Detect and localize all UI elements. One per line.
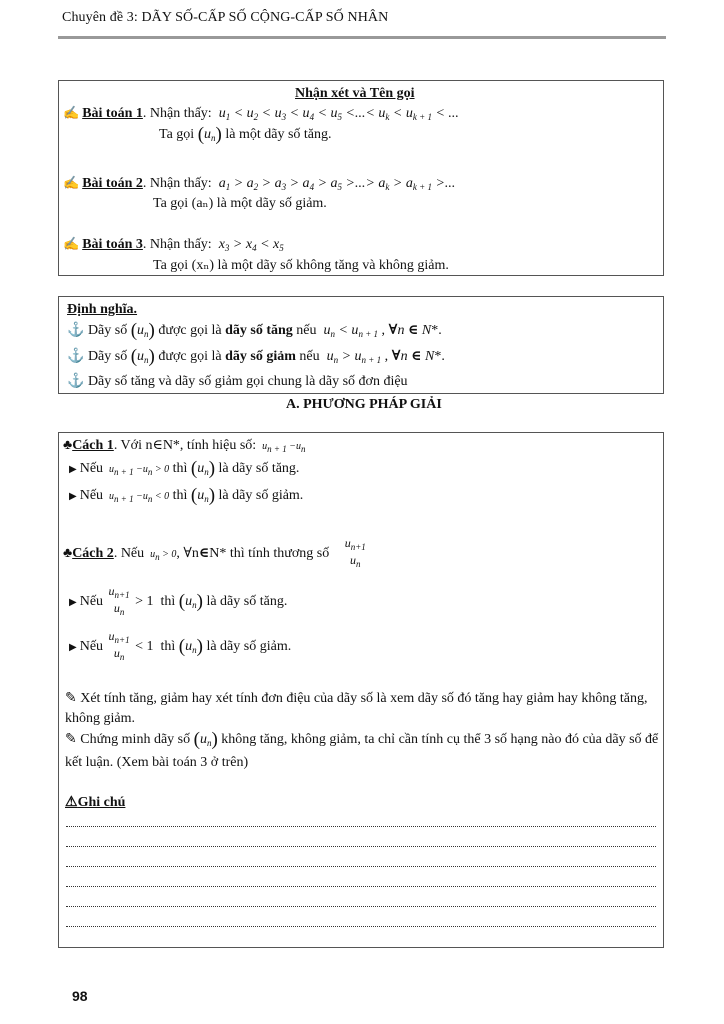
problem-2-conclusion: Ta gọi (aₙ) là một dãy số giảm. (153, 196, 327, 211)
note-line[interactable] (66, 865, 656, 867)
formula-decreasing: $a_1 > a_2 > a_3 > a_4 > a_5$ >...> $a_k > a_{k + 1}$ >... (215, 176, 456, 192)
method-1: ♣Cách 1. Với n∈N*, tính hiệu số: un + 1 −un (63, 438, 306, 454)
writing-hand-icon: ✍ (63, 236, 80, 251)
anchor-icon: ⚓ (67, 323, 85, 338)
problem-1: ✍ Bài toán 1. Nhận thấy: $u_1 < u_2 < u_3 < u_4 < u_5$ <...< $u_k < u_{k + 1}$ < ... (63, 105, 459, 122)
problem-2: ✍ Bài toán 2. Nhận thấy: $a_1 > a_2 > a_3 > a_4 > a_5$ >...> $a_k > a_{k + 1}$ >... (63, 175, 456, 192)
problem-3: ✍ Bài toán 3. Nhận thấy: $x_3 > x_4 < x_5$ (63, 236, 284, 253)
problem-3-conclusion: Ta gọi (xₙ) là một dãy số không tăng và không giảm. (153, 258, 449, 273)
note-line[interactable] (66, 885, 656, 887)
method-2-case-b: ▶ Nếu $u_{n+1}$ $u_n$ < 1 thì $(u_n)$ là dãy số giảm. (69, 629, 292, 662)
problem-1-conclusion: Ta gọi $(u_n)$ là một dãy số tăng. (159, 124, 332, 145)
header-rule (58, 36, 666, 39)
triangle-right-icon: ▶ (69, 597, 77, 609)
page-number: 98 (72, 988, 88, 1004)
section-title: A. PHƯƠNG PHÁP GIẢI (286, 397, 442, 412)
problem-1-label: Bài toán 1 (82, 106, 143, 121)
method-2: ♣Cách 2. Nếu un > 0, ∀n∈N* thì tính thương số $u_{n+1}$ $u_n$ (63, 536, 366, 569)
writing-hand-icon: ✍ (63, 175, 80, 190)
note-line[interactable] (66, 925, 656, 927)
note-line[interactable] (66, 845, 656, 847)
box1-title: Nhận xét và Tên gọi (295, 86, 415, 101)
definition-decreasing: ⚓ Dãy số $(u_n)$ được gọi là dãy số giảm nếu $u_n > u_{n + 1}$ , ∀n ∈ N*. (67, 346, 445, 367)
memo-icon: ✎ (65, 691, 77, 706)
triangle-right-icon: ▶ (69, 642, 77, 654)
triangle-right-icon: ▶ (69, 491, 77, 502)
formula-neither: $x_3 > x_4 < x_5$ (215, 237, 284, 253)
method-1-case-a: ▶ Nếu un + 1 −un > 0 thì $(u_n)$ là dãy số tăng. (69, 458, 300, 479)
formula-increasing: $u_1 < u_2 < u_3 < u_4 < u_5$ <...< $u_k < u_{k + 1}$ < ... (215, 106, 459, 122)
definition-increasing: ⚓ Dãy số $(u_n)$ được gọi là dãy số tăng nếu $u_n < u_{n + 1}$ , ∀n ∈ N*. (67, 320, 442, 341)
problem-3-label: Bài toán 3 (82, 237, 143, 252)
definition-title: Định nghĩa. (67, 302, 138, 317)
page-header: Chuyên đề 3: DÃY SỐ-CẤP SỐ CỘNG-CẤP SỐ NHÂN (62, 10, 389, 25)
notes-heading: ⚠Ghi chú (65, 795, 126, 810)
club-icon: ♣ (63, 546, 73, 562)
triangle-right-icon: ▶ (69, 464, 77, 475)
method-2-case-a: ▶ Nếu $u_{n+1}$ $u_n$ > 1 thì $(u_n)$ là dãy số tăng. (69, 584, 288, 617)
writing-hand-icon: ✍ (63, 105, 80, 120)
box-observations (58, 80, 664, 276)
memo-icon: ✎ (65, 732, 77, 747)
method-1-case-b: ▶ Nếu un + 1 −un < 0 thì $(u_n)$ là dãy số giảm. (69, 485, 304, 506)
box-definition (58, 296, 664, 394)
club-icon: ♣ (63, 438, 73, 453)
anchor-icon: ⚓ (67, 349, 85, 364)
note-line[interactable] (66, 905, 656, 907)
box-method (58, 432, 664, 948)
anchor-icon: ⚓ (67, 374, 85, 389)
note-2: ✎ Chứng minh dãy số $(u_n)$ không tăng, không giảm, ta chỉ cần tính cụ thể 3 số hạng nào đó của dãy số để kết luận. (Xem bài toán 3 ở trên) (65, 729, 659, 770)
triangle-warning-icon: ⚠ (65, 795, 78, 810)
problem-2-label: Bài toán 2 (82, 176, 143, 191)
note-1: ✎ Xét tính tăng, giảm hay xét tính đơn điệu của dãy số là xem dãy số đó tăng hay giảm hay không tăng, không giảm. (65, 691, 648, 726)
note-line[interactable] (66, 825, 656, 827)
definition-monotonic: ⚓ Dãy số tăng và dãy số giảm gọi chung là dãy số đơn điệu (67, 374, 408, 389)
